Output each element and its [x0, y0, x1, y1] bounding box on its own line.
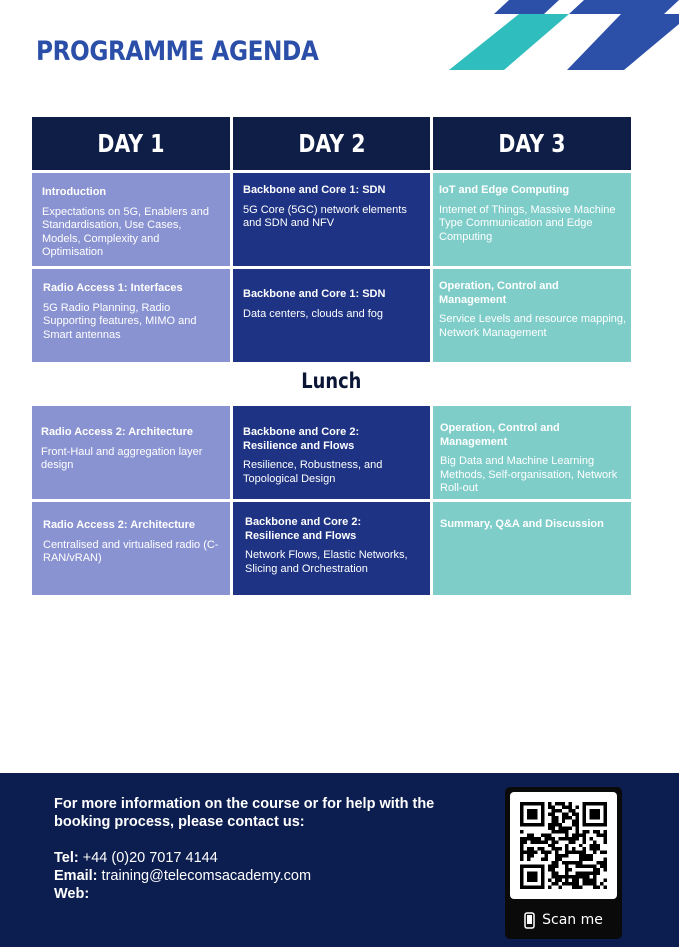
session-description: Big Data and Machine Learning Methods, Self-organisation, Network Roll-out	[440, 455, 618, 494]
tel-row	[54, 849, 454, 867]
agenda-cell-day3-session2	[433, 269, 631, 362]
session-title: Backbone and Core 2: Resilience and Flows	[243, 426, 360, 452]
agenda-cell-day2-session2	[233, 269, 430, 362]
scan-me-label	[505, 907, 622, 933]
tel-value[interactable]: +44 (0)20 7017 4144	[82, 850, 218, 866]
session-title: Backbone and Core 1: SDN	[243, 184, 386, 196]
agenda-cell-day3-session1	[433, 173, 631, 266]
session-title: Summary, Q&A and Discussion	[440, 518, 604, 530]
contact-footer	[0, 773, 679, 947]
agenda-cell-day2-session3	[233, 406, 430, 499]
agenda-cell-day2-session4	[233, 502, 430, 595]
agenda-cell-day2-session1	[233, 173, 430, 266]
session-description: Centralised and virtualised radio (C-RAN/vRAN)	[43, 538, 219, 564]
agenda-cell-day3-session4	[433, 502, 631, 595]
agenda-cell-day1-session1	[32, 173, 230, 266]
scan-me-text: Scan me	[542, 912, 603, 928]
agenda-cell-day1-session4	[32, 502, 230, 595]
day-3-header: DAY 3	[433, 117, 631, 170]
session-description: 5G Radio Planning, Radio Supporting features, MIMO and Smart antennas	[43, 301, 197, 341]
tel-label: Tel:	[54, 850, 79, 866]
web-row	[54, 885, 454, 903]
email-value[interactable]: training@telecomsacademy.com	[101, 868, 312, 884]
session-title: Operation, Control and Management	[440, 422, 560, 448]
agenda-cell-day1-session2	[32, 269, 230, 362]
email-row	[54, 867, 454, 885]
page-title: PROGRAMME AGENDA	[36, 36, 319, 67]
session-title: Backbone and Core 1: SDN	[243, 288, 386, 300]
session-description: Data centers, clouds and fog	[243, 307, 384, 320]
session-description: 5G Core (5GC) network elements and SDN and NFV	[243, 203, 407, 229]
day-2-header: DAY 2	[233, 117, 430, 170]
session-description: Network Flows, Elastic Networks, Slicing and Orchestration	[245, 549, 408, 575]
session-title: Operation, Control and Management	[439, 280, 559, 306]
contact-info	[54, 795, 454, 903]
contact-intro: For more information on the course or for help with the booking process, please contact us:	[54, 796, 435, 830]
session-title: Backbone and Core 2: Resilience and Flows	[245, 516, 362, 542]
qr-code-card[interactable]	[505, 787, 622, 939]
session-title: Introduction	[42, 186, 107, 198]
email-label: Email:	[54, 868, 98, 884]
session-description: Expectations on 5G, Enablers and Standardisation, Use Cases, Models, Complexity and Optimisation	[42, 205, 209, 258]
session-title: IoT and Edge Computing	[439, 184, 570, 196]
web-label: Web:	[54, 886, 90, 902]
session-description: Resilience, Robustness, and Topological Design	[243, 459, 383, 485]
session-title: Radio Access 1: Interfaces	[43, 282, 183, 294]
session-title: Radio Access 2: Architecture	[43, 519, 196, 531]
qr-code-image[interactable]	[520, 802, 607, 889]
session-title: Radio Access 2: Architecture	[41, 426, 194, 438]
session-description: Service Levels and resource mapping, Network Management	[439, 313, 627, 339]
decorative-stripes	[449, 0, 679, 72]
lunch-break-label: Lunch	[301, 369, 362, 393]
session-description: Internet of Things, Massive Machine Type Communication and Edge Computing	[439, 203, 616, 243]
phone-icon	[524, 912, 535, 929]
session-description: Front-Haul and aggregation layer design	[41, 445, 203, 471]
agenda-cell-day3-session3	[433, 406, 631, 499]
day-1-header: DAY 1	[32, 117, 230, 170]
agenda-cell-day1-session3	[32, 406, 230, 499]
qr-code-frame	[510, 792, 617, 899]
